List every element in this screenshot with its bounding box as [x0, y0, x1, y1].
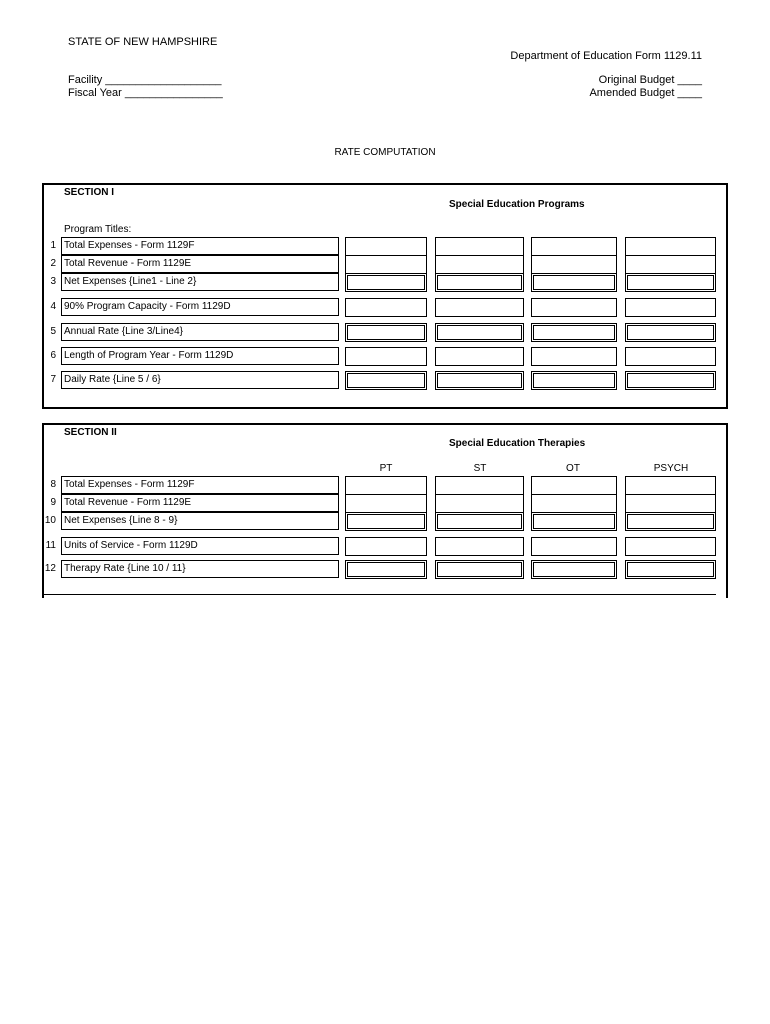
- entry-cell[interactable]: [625, 494, 716, 513]
- original-budget-field[interactable]: Original Budget ____: [598, 74, 702, 86]
- section-2-heading: Special Education Therapies: [449, 438, 586, 449]
- entry-cell[interactable]: [435, 560, 524, 579]
- entry-cell[interactable]: [625, 298, 716, 317]
- line-label: Length of Program Year - Form 1129D: [61, 347, 339, 365]
- entry-cell[interactable]: [435, 537, 524, 556]
- entry-cell[interactable]: [531, 298, 617, 317]
- line-label: Total Expenses - Form 1129F: [61, 237, 339, 255]
- amended-budget-field[interactable]: Amended Budget ____: [589, 87, 702, 99]
- program-titles-label: Program Titles:: [64, 224, 132, 235]
- line-number: 12: [44, 563, 56, 574]
- entry-cell[interactable]: [625, 537, 716, 556]
- entry-cell[interactable]: [531, 273, 617, 292]
- entry-cell[interactable]: [345, 298, 427, 317]
- column-header-psych: PSYCH: [653, 463, 689, 474]
- line-label: Units of Service - Form 1129D: [61, 537, 339, 555]
- entry-cell[interactable]: [625, 237, 716, 256]
- entry-cell[interactable]: [435, 476, 524, 495]
- section-2-label: SECTION II: [64, 427, 117, 438]
- entry-cell[interactable]: [435, 512, 524, 531]
- entry-cell[interactable]: [531, 494, 617, 513]
- entry-cell[interactable]: [345, 537, 427, 556]
- line-number: 7: [50, 374, 56, 385]
- line-label: Total Revenue - Form 1129E: [61, 255, 339, 273]
- entry-cell[interactable]: [531, 371, 617, 390]
- entry-cell[interactable]: [435, 298, 524, 317]
- fiscal-year-field[interactable]: Fiscal Year ________________: [68, 87, 223, 99]
- entry-cell[interactable]: [625, 560, 716, 579]
- entry-cell[interactable]: [345, 494, 427, 513]
- entry-cell[interactable]: [435, 371, 524, 390]
- line-label: Daily Rate {Line 5 / 6}: [61, 371, 339, 389]
- entry-cell[interactable]: [345, 347, 427, 366]
- entry-cell[interactable]: [625, 255, 716, 274]
- entry-cell[interactable]: [531, 537, 617, 556]
- entry-cell[interactable]: [345, 237, 427, 256]
- line-number: 10: [44, 515, 56, 526]
- entry-cell[interactable]: [625, 476, 716, 495]
- entry-cell[interactable]: [435, 347, 524, 366]
- line-label: Net Expenses {Line1 - Line 2}: [61, 273, 339, 291]
- entry-cell[interactable]: [531, 560, 617, 579]
- entry-cell[interactable]: [531, 323, 617, 342]
- state-title: STATE OF NEW HAMPSHIRE: [68, 36, 218, 48]
- section-2-bottom-rule: [42, 594, 716, 595]
- entry-cell[interactable]: [345, 273, 427, 292]
- page-title: RATE COMPUTATION: [334, 147, 436, 158]
- entry-cell[interactable]: [345, 371, 427, 390]
- entry-cell[interactable]: [345, 512, 427, 531]
- line-number: 6: [50, 350, 56, 361]
- entry-cell[interactable]: [531, 237, 617, 256]
- line-number: 2: [50, 258, 56, 269]
- entry-cell[interactable]: [435, 494, 524, 513]
- department-form: Department of Education Form 1129.11: [510, 50, 702, 62]
- section-1-heading: Special Education Programs: [449, 199, 585, 210]
- line-number: 4: [50, 301, 56, 312]
- entry-cell[interactable]: [435, 237, 524, 256]
- entry-cell[interactable]: [345, 323, 427, 342]
- column-header-ot: OT: [566, 463, 580, 474]
- entry-cell[interactable]: [531, 255, 617, 274]
- line-label: Total Expenses - Form 1129F: [61, 476, 339, 494]
- line-number: 3: [50, 276, 56, 287]
- entry-cell[interactable]: [531, 347, 617, 366]
- entry-cell[interactable]: [625, 323, 716, 342]
- line-number: 5: [50, 326, 56, 337]
- entry-cell[interactable]: [435, 273, 524, 292]
- entry-cell[interactable]: [345, 560, 427, 579]
- entry-cell[interactable]: [625, 273, 716, 292]
- line-number: 11: [45, 540, 56, 551]
- column-header-pt: PT: [379, 463, 393, 474]
- line-label: Total Revenue - Form 1129E: [61, 494, 339, 512]
- entry-cell[interactable]: [625, 347, 716, 366]
- line-label: Annual Rate {Line 3/Line4}: [61, 323, 339, 341]
- entry-cell[interactable]: [435, 323, 524, 342]
- line-label: 90% Program Capacity - Form 1129D: [61, 298, 339, 316]
- line-number: 1: [50, 240, 56, 251]
- entry-cell[interactable]: [531, 512, 617, 531]
- entry-cell[interactable]: [531, 476, 617, 495]
- entry-cell[interactable]: [345, 476, 427, 495]
- entry-cell[interactable]: [625, 371, 716, 390]
- line-number: 9: [50, 497, 56, 508]
- entry-cell[interactable]: [345, 255, 427, 274]
- entry-cell[interactable]: [435, 255, 524, 274]
- column-header-st: ST: [473, 463, 487, 474]
- entry-cell[interactable]: [625, 512, 716, 531]
- facility-field[interactable]: Facility ___________________: [68, 74, 222, 86]
- line-label: Therapy Rate {Line 10 / 11}: [61, 560, 339, 578]
- line-number: 8: [50, 479, 56, 490]
- line-label: Net Expenses {Line 8 - 9}: [61, 512, 339, 530]
- section-1-label: SECTION I: [64, 187, 115, 198]
